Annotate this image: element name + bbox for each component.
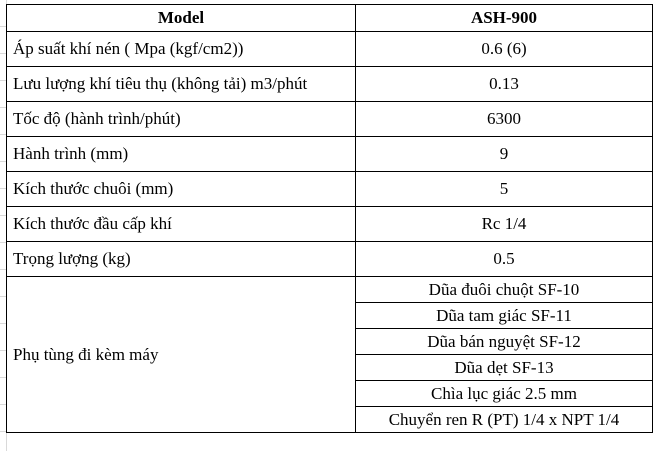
accessory-item: Dũa dẹt SF-13 bbox=[356, 355, 653, 381]
accessory-item: Dũa tam giác SF-11 bbox=[356, 303, 653, 329]
row-label-air-pressure: Áp suất khí nén ( Mpa (kgf/cm2)) bbox=[7, 32, 356, 67]
accessory-item: Chìa lục giác 2.5 mm bbox=[356, 381, 653, 407]
spec-table bbox=[6, 4, 653, 433]
table-row bbox=[7, 102, 653, 137]
table-row bbox=[7, 67, 653, 102]
row-label-speed: Tốc độ (hành trình/phút) bbox=[7, 102, 356, 137]
row-label-air-consumption: Lưu lượng khí tiêu thụ (không tải) m3/phút bbox=[7, 67, 356, 102]
row-value-speed: 6300 bbox=[356, 102, 653, 137]
accessories-label: Phụ tùng đi kèm máy bbox=[7, 277, 356, 433]
accessory-item: Dũa bán nguyệt SF-12 bbox=[356, 329, 653, 355]
accessory-item: Chuyển ren R (PT) 1/4 x NPT 1/4 bbox=[356, 407, 653, 433]
accessory-item: Dũa đuôi chuột SF-10 bbox=[356, 277, 653, 303]
table-row bbox=[7, 32, 653, 67]
accessory-row bbox=[7, 277, 653, 303]
row-value-air-consumption: 0.13 bbox=[356, 67, 653, 102]
row-label-air-inlet: Kích thước đầu cấp khí bbox=[7, 207, 356, 242]
row-label-weight: Trọng lượng (kg) bbox=[7, 242, 356, 277]
row-label-shank-size: Kích thước chuôi (mm) bbox=[7, 172, 356, 207]
row-value-weight: 0.5 bbox=[356, 242, 653, 277]
row-value-air-pressure: 0.6 (6) bbox=[356, 32, 653, 67]
row-value-air-inlet: Rc 1/4 bbox=[356, 207, 653, 242]
header-row bbox=[7, 5, 653, 32]
header-model: Model bbox=[7, 5, 356, 32]
table-row bbox=[7, 172, 653, 207]
row-value-shank-size: 5 bbox=[356, 172, 653, 207]
table-row bbox=[7, 207, 653, 242]
table-row bbox=[7, 242, 653, 277]
row-label-stroke: Hành trình (mm) bbox=[7, 137, 356, 172]
row-value-stroke: 9 bbox=[356, 137, 653, 172]
header-model-value: ASH-900 bbox=[356, 5, 653, 32]
table-row bbox=[7, 137, 653, 172]
